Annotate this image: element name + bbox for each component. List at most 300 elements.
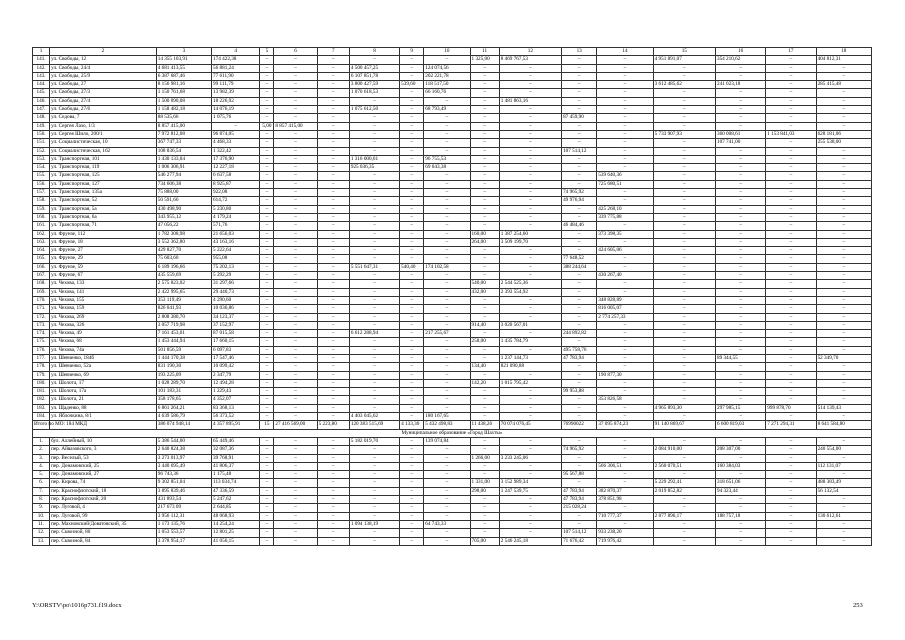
table-cell: 540,40: [400, 263, 424, 271]
table-cell: –: [597, 404, 653, 412]
table-cell: –: [597, 139, 653, 147]
table-cell: –: [816, 106, 871, 114]
table-cell: –: [274, 130, 317, 138]
table-cell: –: [470, 346, 499, 354]
table-cell: 614,72: [212, 197, 260, 205]
table-cell: –: [260, 512, 274, 520]
table-cell: –: [260, 114, 274, 122]
table-cell: –: [274, 81, 317, 89]
table-cell: –: [816, 122, 871, 130]
table-row: [33, 504, 872, 512]
table-cell: –: [715, 197, 765, 205]
table-cell: 95 567,88: [562, 471, 597, 479]
table-cell: 1 500 090,08: [156, 97, 211, 105]
table-cell: 150.: [33, 130, 50, 138]
table-cell: 5 229 292,41: [653, 479, 715, 487]
table-cell: 174 422,38: [212, 56, 260, 64]
table-cell: –: [653, 213, 715, 221]
table-cell: –: [499, 388, 561, 396]
table-cell: –: [260, 504, 274, 512]
table-cell: 148.: [33, 114, 50, 122]
table-cell: –: [715, 147, 765, 155]
table-cell: –: [499, 529, 561, 537]
table-cell: –: [274, 89, 317, 97]
table-cell: –: [212, 122, 260, 130]
table-cell: –: [349, 454, 399, 462]
table-cell: 514 139,43: [816, 404, 871, 412]
table-cell: –: [715, 537, 765, 545]
table-cell: –: [499, 222, 561, 230]
table-cell: –: [653, 296, 715, 304]
table-cell: –: [349, 172, 399, 180]
table-cell: –: [400, 305, 424, 313]
table-row: [33, 97, 872, 105]
table-cell: –: [317, 247, 349, 255]
table-cell: –: [653, 164, 715, 172]
table-cell: 21 656,03: [212, 230, 260, 238]
table-cell: –: [816, 496, 871, 504]
table-cell: –: [400, 321, 424, 329]
table-cell: 4 179,24: [212, 213, 260, 221]
table-cell: –: [562, 296, 597, 304]
table-cell: –: [274, 321, 317, 329]
table-cell: –: [470, 64, 499, 72]
table-row: [33, 512, 872, 520]
table-row: [33, 155, 872, 163]
table-cell: –: [400, 197, 424, 205]
table-cell: –: [317, 379, 349, 387]
table-cell: 7 271 294,31: [766, 421, 816, 429]
table-cell: –: [562, 280, 597, 288]
table-cell: 6 637,58: [212, 172, 260, 180]
table-cell: 2.: [33, 446, 50, 454]
table-cell: 14 076,19: [212, 106, 260, 114]
table-cell: –: [274, 106, 317, 114]
table-cell: –: [317, 296, 349, 304]
table-cell: 176.: [33, 346, 50, 354]
table-cell: –: [260, 247, 274, 255]
table-cell: 56 132,54: [816, 487, 871, 495]
table-cell: 161.: [33, 222, 50, 230]
table-cell: –: [349, 247, 399, 255]
table-cell: 160 384,03: [715, 462, 765, 470]
table-cell: –: [260, 296, 274, 304]
table-cell: 539,60: [400, 81, 424, 89]
table-cell: –: [274, 205, 317, 213]
table-cell: –: [424, 288, 470, 296]
table-cell: –: [766, 280, 816, 288]
table-cell: 3 895 839,46: [156, 487, 211, 495]
table-cell: –: [715, 321, 765, 329]
table-cell: 37 152,97: [212, 321, 260, 329]
table-cell: ул. Чехова, 269: [50, 313, 157, 321]
table-cell: 2 877 896,17: [653, 512, 715, 520]
table-cell: –: [470, 313, 499, 321]
table-cell: –: [349, 296, 399, 304]
table-cell: 87 015,58: [212, 330, 260, 338]
table-cell: –: [260, 496, 274, 504]
table-cell: –: [715, 296, 765, 304]
table-cell: –: [274, 338, 317, 346]
table-cell: –: [424, 388, 470, 396]
table-cell: 367 747,33: [156, 139, 211, 147]
table-cell: –: [597, 288, 653, 296]
table-row: [33, 520, 872, 528]
table-cell: –: [400, 213, 424, 221]
table-cell: 41 056,15: [212, 537, 260, 545]
table-cell: 12.: [33, 529, 50, 537]
table-cell: 2 084 910,00: [653, 446, 715, 454]
table-cell: 6 107 851,78: [349, 72, 399, 80]
table-cell: 4 965 893,30: [653, 404, 715, 412]
table-row: [33, 413, 872, 421]
table-cell: –: [349, 197, 399, 205]
table-cell: 3 509 199,70: [499, 238, 561, 246]
table-cell: –: [562, 404, 597, 412]
table-cell: –: [317, 520, 349, 528]
table-cell: 373 398,35: [597, 230, 653, 238]
table-cell: –: [653, 238, 715, 246]
table-cell: 166.: [33, 263, 50, 271]
table-cell: –: [274, 147, 317, 155]
table-cell: 101 183,31: [156, 388, 211, 396]
table-cell: –: [349, 97, 399, 105]
table-cell: ул. Чехова, 326: [50, 321, 157, 329]
table-cell: –: [816, 346, 871, 354]
table-cell: 83 368,13: [212, 404, 260, 412]
table-row: [33, 363, 872, 371]
table-cell: 6 387 687,46: [156, 72, 211, 80]
table-cell: 31 297,66: [212, 280, 260, 288]
table-cell: –: [715, 64, 765, 72]
table-cell: –: [260, 379, 274, 387]
table-cell: –: [317, 496, 349, 504]
table-cell: –: [816, 338, 871, 346]
table-cell: –: [424, 230, 470, 238]
table-cell: –: [470, 504, 499, 512]
table-cell: –: [400, 537, 424, 545]
table-cell: –: [317, 462, 349, 470]
table-cell: –: [816, 238, 871, 246]
table-cell: –: [715, 230, 765, 238]
table-cell: 999 878,70: [766, 404, 816, 412]
table-cell: 8 857 415,00: [274, 122, 317, 130]
table-cell: –: [816, 413, 871, 421]
table-cell: 173.: [33, 321, 50, 329]
table-cell: 425 268,10: [597, 205, 653, 213]
table-cell: –: [653, 313, 715, 321]
table-cell: –: [349, 371, 399, 379]
table-row: [33, 81, 872, 89]
table-cell: 12: [499, 48, 561, 56]
table-cell: 1 430 133,04: [156, 155, 211, 163]
table-cell: –: [424, 338, 470, 346]
table-cell: 3 057 719,98: [156, 321, 211, 329]
table-cell: –: [274, 164, 317, 172]
table-cell: –: [470, 147, 499, 155]
table-cell: ул. Свободы, 27/4: [50, 97, 157, 105]
table-cell: –: [274, 330, 317, 338]
table-cell: –: [816, 363, 871, 371]
table-cell: –: [317, 388, 349, 396]
table-cell: –: [400, 363, 424, 371]
table-cell: –: [274, 462, 317, 470]
table-cell: –: [260, 280, 274, 288]
table-cell: –: [260, 189, 274, 197]
table-cell: –: [816, 471, 871, 479]
table-cell: 5: [260, 48, 274, 56]
table-cell: 8 469 767,53: [499, 56, 561, 64]
page-number: 253: [853, 602, 863, 609]
table-cell: 48 068,93: [212, 512, 260, 520]
table-cell: 75 202,13: [212, 263, 260, 271]
table-cell: –: [424, 197, 470, 205]
table-cell: –: [400, 404, 424, 412]
table-row: [33, 64, 872, 72]
table-cell: 4 500 457,25: [349, 64, 399, 72]
table-cell: –: [816, 288, 871, 296]
table-cell: –: [816, 213, 871, 221]
table-cell: 160,00: [470, 230, 499, 238]
table-cell: –: [653, 263, 715, 271]
table-cell: 1 782 308,98: [156, 230, 211, 238]
table-cell: –: [715, 504, 765, 512]
table-cell: –: [424, 354, 470, 362]
table-cell: –: [766, 106, 816, 114]
table-cell: –: [715, 164, 765, 172]
table-cell: 705,00: [470, 537, 499, 545]
table-cell: –: [597, 97, 653, 105]
table-cell: 1 173 135,76: [156, 520, 211, 528]
table-cell: –: [766, 296, 816, 304]
table-cell: 546 277,94: [156, 172, 211, 180]
table-cell: –: [766, 346, 816, 354]
table-cell: –: [653, 396, 715, 404]
table-cell: 158.: [33, 197, 50, 205]
table-cell: –: [349, 147, 399, 155]
table-cell: –: [766, 504, 816, 512]
table-cell: –: [400, 155, 424, 163]
table-cell: –: [499, 197, 561, 205]
table-cell: пер. Веселый, 53: [50, 454, 157, 462]
table-cell: 5 230,80: [212, 205, 260, 213]
table-cell: –: [715, 388, 765, 396]
table-cell: –: [470, 155, 499, 163]
table-cell: –: [816, 97, 871, 105]
table-cell: 70 074 076,45: [499, 421, 561, 429]
table-cell: 143.: [33, 72, 50, 80]
table-cell: –: [317, 354, 349, 362]
table-cell: –: [400, 471, 424, 479]
table-cell: –: [766, 512, 816, 520]
table-cell: –: [653, 147, 715, 155]
table-row: [33, 354, 872, 362]
table-cell: ул. Транспортная, 52: [50, 197, 157, 205]
table-cell: –: [274, 255, 317, 263]
table-cell: ул. Шевченко, 69: [50, 371, 157, 379]
table-cell: 181.: [33, 388, 50, 396]
table-cell: –: [349, 512, 399, 520]
table-cell: –: [470, 164, 499, 172]
table-cell: –: [766, 189, 816, 197]
table-cell: 107 741,00: [715, 139, 765, 147]
table-cell: –: [499, 371, 561, 379]
table-cell: –: [653, 520, 715, 528]
table-cell: –: [424, 529, 470, 537]
table-cell: 17 660,15: [212, 338, 260, 346]
table-cell: 5 733 907,93: [653, 130, 715, 138]
table-cell: 435 559,69: [156, 272, 211, 280]
table-cell: 96 755,53: [424, 155, 470, 163]
table-cell: –: [424, 313, 470, 321]
table-cell: –: [766, 64, 816, 72]
table-cell: –: [274, 379, 317, 387]
table-cell: –: [317, 313, 349, 321]
table-cell: –: [349, 313, 399, 321]
table-cell: –: [317, 114, 349, 122]
table-cell: –: [562, 64, 597, 72]
table-cell: –: [470, 72, 499, 80]
table-cell: 14 355 103,91: [156, 56, 211, 64]
table-cell: 118 517,50: [424, 81, 470, 89]
table-cell: 91 140 869,67: [653, 421, 715, 429]
table-cell: –: [499, 296, 561, 304]
table-cell: 1 325,00: [470, 56, 499, 64]
table-cell: –: [653, 122, 715, 130]
table-cell: 6.: [33, 479, 50, 487]
table-cell: –: [400, 238, 424, 246]
table-cell: –: [260, 462, 274, 470]
table-cell: 145.: [33, 89, 50, 97]
table-cell: 188 757,18: [715, 512, 765, 520]
table-cell: –: [349, 537, 399, 545]
table-cell: –: [274, 404, 317, 412]
table-cell: –: [597, 363, 653, 371]
table-cell: –: [349, 255, 399, 263]
table-cell: –: [470, 247, 499, 255]
table-cell: –: [317, 396, 349, 404]
table-cell: ул. Чехова, 68: [50, 338, 157, 346]
table-cell: –: [499, 72, 561, 80]
table-cell: 8: [349, 48, 399, 56]
table-cell: 2 774 257,33: [597, 313, 653, 321]
table-cell: 7 972 812,08: [156, 130, 211, 138]
table-cell: 56 373,52: [212, 413, 260, 421]
table-cell: –: [349, 272, 399, 280]
table-cell: ул. Чехова, 49: [50, 330, 157, 338]
table-cell: 77 611,90: [212, 72, 260, 80]
table-cell: 1 322,42: [212, 147, 260, 155]
table-cell: –: [766, 471, 816, 479]
table-cell: –: [317, 305, 349, 313]
table-cell: –: [766, 462, 816, 470]
table-cell: 1 331,00: [470, 479, 499, 487]
table-cell: –: [349, 404, 399, 412]
table-cell: –: [260, 213, 274, 221]
table-cell: 2: [50, 48, 157, 56]
table-cell: –: [349, 396, 399, 404]
table-cell: –: [597, 189, 653, 197]
table-cell: –: [715, 122, 765, 130]
table-cell: –: [816, 321, 871, 329]
table-cell: 955,08: [212, 255, 260, 263]
table-cell: –: [653, 346, 715, 354]
table-cell: –: [424, 396, 470, 404]
table-cell: –: [274, 446, 317, 454]
table-cell: –: [317, 330, 349, 338]
table-cell: –: [470, 496, 499, 504]
table-cell: –: [400, 205, 424, 213]
table-cell: 217 673 09: [156, 504, 211, 512]
table-cell: –: [470, 462, 499, 470]
table-cell: 1 387 254,60: [499, 230, 561, 238]
table-cell: –: [470, 471, 499, 479]
table-row: [33, 247, 872, 255]
table-cell: –: [317, 64, 349, 72]
table-cell: –: [562, 363, 597, 371]
table-cell: –: [816, 255, 871, 263]
table-cell: 6 600 819,03: [715, 421, 765, 429]
table-cell: –: [597, 504, 653, 512]
table-cell: 16: [715, 48, 765, 56]
table-cell: 17 376,90: [212, 155, 260, 163]
table-cell: 4 951 891,07: [653, 56, 715, 64]
table-cell: –: [424, 205, 470, 213]
table-cell: –: [715, 437, 765, 445]
table-cell: –: [499, 189, 561, 197]
table-cell: 404 812,31: [816, 56, 871, 64]
table-cell: –: [715, 72, 765, 80]
table-cell: –: [317, 230, 349, 238]
table-cell: 424 605,06: [597, 247, 653, 255]
table-cell: 74 965,92: [562, 189, 597, 197]
table-cell: –: [653, 529, 715, 537]
table-cell: –: [562, 305, 597, 313]
table-cell: 47 783,94: [562, 496, 597, 504]
table-cell: –: [653, 338, 715, 346]
table-cell: 2 560 070,51: [653, 462, 715, 470]
table-cell: –: [400, 255, 424, 263]
table-cell: –: [715, 255, 765, 263]
table-cell: 382 870,37: [597, 487, 653, 495]
table-cell: –: [274, 238, 317, 246]
table-cell: 8 857 415,00: [156, 122, 211, 130]
table-cell: 175.: [33, 338, 50, 346]
table-cell: 429 827,70: [156, 247, 211, 255]
table-cell: –: [816, 437, 871, 445]
table-cell: ул. Транспортная, 125: [50, 172, 157, 180]
table-cell: –: [400, 496, 424, 504]
table-cell: –: [470, 263, 499, 271]
table-cell: –: [653, 72, 715, 80]
table-cell: 388 244,64: [562, 263, 597, 271]
table-cell: 2 019 852,82: [653, 487, 715, 495]
table-cell: Итого по МО: 184 МКД: [34, 421, 87, 428]
table-cell: –: [317, 263, 349, 271]
table-cell: –: [715, 272, 765, 280]
table-row: [33, 230, 872, 238]
table-cell: –: [715, 338, 765, 346]
table-cell: 39 768,91: [212, 454, 260, 462]
table-cell: 46 484,46: [562, 222, 597, 230]
table-cell: –: [349, 462, 399, 470]
table-cell: –: [470, 213, 499, 221]
table-cell: –: [816, 89, 871, 97]
table-cell: –: [470, 272, 499, 280]
table-cell: –: [260, 313, 274, 321]
table-cell: –: [562, 479, 597, 487]
table-cell: 4: [212, 48, 260, 56]
